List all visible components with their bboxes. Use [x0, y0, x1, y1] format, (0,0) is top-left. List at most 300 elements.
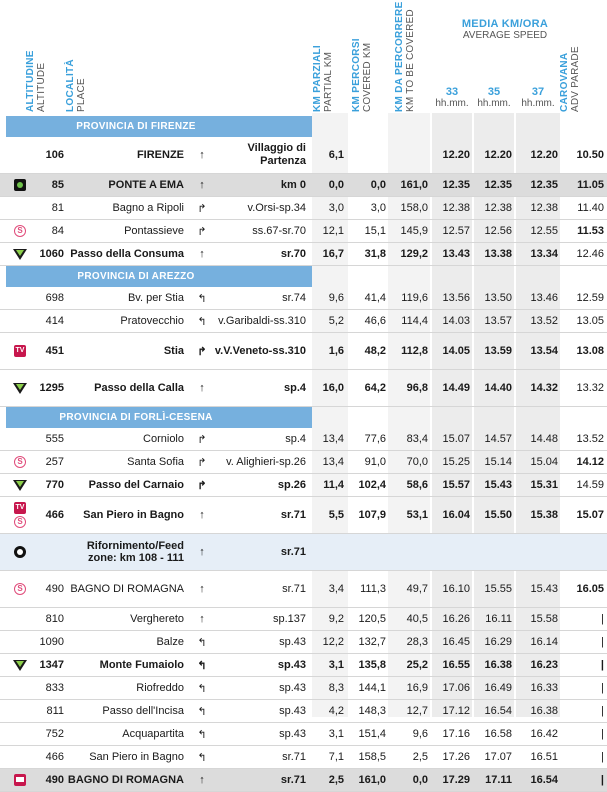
altitude-cell: 833	[45, 682, 64, 694]
table-row	[0, 746, 607, 769]
caravan-cell: 13.08	[576, 345, 604, 357]
table-row	[0, 370, 607, 407]
time-35-cell: 17.07	[484, 751, 512, 763]
altitude-cell: 811	[46, 705, 64, 717]
time-33-cell: 14.49	[442, 382, 470, 394]
road-cell: sr.71	[280, 508, 306, 521]
partial-km-cell: 0,0	[328, 179, 344, 191]
table-row	[0, 654, 607, 677]
header-place: LOCALITÀ PLACE	[65, 59, 87, 112]
direction-arrow: ↱	[197, 345, 207, 358]
caravan-cell: |	[601, 728, 604, 740]
road-cell: v.Orsi-sp.34	[247, 201, 306, 214]
row-icons	[12, 497, 28, 533]
time-35-cell: 16.49	[484, 682, 512, 694]
road-cell: ss.67-sr.70	[252, 224, 306, 237]
time-33-cell: 17.12	[442, 705, 470, 717]
caravan-cell: 11.53	[577, 225, 604, 237]
partial-km-cell: 9,6	[328, 292, 344, 304]
road-cell: km 0	[280, 178, 306, 191]
altitude-cell: 81	[51, 202, 64, 214]
direction-arrow: ↰	[197, 659, 207, 672]
partial-km-cell: 16,7	[322, 248, 344, 260]
partial-km-cell: 16,0	[322, 382, 344, 394]
caravan-cell: |	[601, 613, 604, 625]
direction-arrow: ↰	[197, 751, 207, 764]
province-header	[0, 116, 607, 137]
place-cell: San Piero in Bagno	[89, 751, 184, 763]
time-35-cell: 12.38	[484, 202, 512, 214]
time-37-cell: 15.38	[530, 509, 558, 521]
covered-km-cell	[348, 137, 386, 173]
altitude-cell	[30, 534, 64, 570]
partial-km-cell: 5,5	[328, 509, 344, 521]
to-be-covered-cell	[388, 534, 428, 570]
caravan-cell: 14.12	[576, 456, 604, 468]
row-icons	[12, 769, 28, 791]
time-33-cell: 16.45	[442, 636, 470, 648]
covered-km-cell: 0,0	[370, 179, 386, 191]
road-cell: sr.71	[280, 773, 306, 786]
altitude-cell: 466	[45, 751, 64, 763]
place-cell: Pontassieve	[124, 225, 184, 237]
itinerary-table	[0, 116, 607, 792]
direction-arrow: ↑	[199, 382, 205, 394]
caravan-cell: 10.50	[576, 149, 604, 161]
road-cell: sp.4	[285, 432, 306, 445]
time-35-cell: 17.11	[485, 774, 512, 786]
covered-km-cell: 15,1	[364, 225, 386, 237]
covered-km-cell: 64,2	[364, 382, 386, 394]
altitude-cell: 1347	[39, 659, 64, 671]
to-be-covered-cell: 161,0	[400, 179, 428, 191]
tv-icon: TV	[14, 502, 26, 514]
time-35-cell: 13.57	[484, 315, 512, 327]
place-cell: Passo del Carnaio	[88, 479, 184, 491]
time-37-cell: 13.46	[530, 292, 558, 304]
covered-km-cell: 91,0	[364, 456, 386, 468]
road-cell: sp.43	[279, 727, 306, 740]
time-33-cell: 16.26	[442, 613, 470, 625]
covered-km-cell: 151,4	[358, 728, 386, 740]
table-row	[0, 220, 607, 243]
table-row	[0, 451, 607, 474]
header-caravan: CAROVANA ADV PARADE	[559, 46, 581, 112]
place-cell: Santa Sofia	[127, 456, 184, 468]
road-cell: sr.71	[280, 545, 306, 558]
to-be-covered-cell: 158,0	[400, 202, 428, 214]
time-35-cell: 15.14	[484, 456, 512, 468]
altitude-cell: 414	[45, 315, 64, 327]
header-altitude: ALTITUDINE ALTITUDE	[25, 50, 47, 112]
time-35-cell: 16.38	[484, 659, 512, 671]
table-row	[0, 571, 607, 608]
partial-km-cell: 13,4	[322, 456, 344, 468]
sprint-icon: S	[14, 583, 26, 595]
table-row	[0, 608, 607, 631]
time-35-cell: 14.40	[484, 382, 512, 394]
time-37-cell: 16.33	[530, 682, 558, 694]
row-icons	[12, 451, 28, 473]
place-cell: Bagno a Ripoli	[112, 202, 184, 214]
header-to-be-covered-km: KM DA PERCORRERE KM TO BE COVERED	[394, 1, 416, 112]
caravan-cell: 11.05	[577, 179, 604, 191]
place-cell: BAGNO DI ROMAGNA	[67, 774, 184, 786]
to-be-covered-cell: 9,6	[412, 728, 428, 740]
covered-km-cell: 148,3	[358, 705, 386, 717]
place-cell: Riofreddo	[136, 682, 184, 694]
time-33-cell: 14.03	[442, 315, 470, 327]
covered-km-cell: 31,8	[364, 248, 386, 260]
direction-arrow: ↑	[199, 583, 205, 595]
altitude-cell: 1090	[39, 636, 64, 648]
to-be-covered-cell: 83,4	[406, 433, 428, 445]
direction-arrow: ↑	[199, 179, 205, 191]
covered-km-cell: 102,4	[358, 479, 386, 491]
time-37-cell: 15.04	[530, 456, 558, 468]
header-covered-km: KM PERCORSI COVERED KM	[351, 38, 373, 112]
row-icons	[12, 220, 28, 242]
altitude-cell: 490	[45, 774, 64, 786]
caravan-cell: 15.07	[576, 509, 604, 521]
altitude-cell: 84	[51, 225, 64, 237]
to-be-covered-cell: 12,7	[406, 705, 428, 717]
table-row	[0, 497, 607, 534]
altitude-cell: 1060	[39, 248, 64, 260]
time-33-cell: 12.57	[442, 225, 470, 237]
road-cell: sp.43	[279, 704, 306, 717]
caravan-cell: 11.40	[577, 202, 604, 214]
road-cell: sp.43	[279, 681, 306, 694]
place-cell: San Piero in Bagno	[83, 509, 184, 521]
partial-km-cell: 6,1	[328, 149, 344, 161]
time-33-cell: 17.16	[442, 728, 470, 740]
covered-km-cell: 161,0	[358, 774, 386, 786]
partial-km-cell: 8,3	[328, 682, 344, 694]
time-37-cell: 15.43	[530, 583, 558, 595]
road-cell: sp.137	[272, 612, 306, 625]
partial-km-cell: 3,1	[328, 659, 344, 671]
altitude-cell: 752	[45, 728, 64, 740]
direction-arrow: ↱	[197, 456, 207, 469]
direction-arrow: ↱	[197, 225, 207, 238]
altitude-cell: 1295	[39, 382, 64, 394]
time-35-cell: 12.56	[484, 225, 512, 237]
sprint-icon: S	[14, 456, 26, 468]
table-row	[0, 197, 607, 220]
time-33-cell: 17.06	[442, 682, 470, 694]
table-row	[0, 723, 607, 746]
direction-arrow: ↱	[197, 479, 207, 492]
province-label: PROVINCIA DI AREZZO	[77, 271, 195, 282]
time-37-cell: 12.38	[530, 202, 558, 214]
altitude-cell: 555	[45, 433, 64, 445]
covered-km-cell: 77,6	[364, 433, 386, 445]
time-33-cell: 13.56	[442, 292, 470, 304]
row-icons	[12, 474, 28, 496]
covered-km-cell: 3,0	[370, 202, 386, 214]
partial-km-cell	[314, 534, 344, 570]
time-37-cell: 16.38	[530, 705, 558, 717]
covered-km-cell: 111,3	[360, 583, 386, 595]
to-be-covered-cell: 58,6	[406, 479, 428, 491]
to-be-covered-cell	[388, 137, 428, 173]
caravan-cell: |	[601, 705, 604, 717]
altitude-cell: 85	[51, 179, 64, 191]
table-row	[0, 137, 607, 174]
start-icon	[14, 179, 26, 191]
partial-km-cell: 4,2	[328, 705, 344, 717]
covered-km-cell: 41,4	[364, 292, 386, 304]
partial-km-cell: 2,5	[328, 774, 344, 786]
caravan-cell: 13.52	[576, 433, 604, 445]
to-be-covered-cell: 70,0	[406, 456, 428, 468]
partial-km-cell: 12,2	[322, 636, 344, 648]
altitude-cell: 770	[45, 479, 64, 491]
road-cell: v. Alighieri-sp.26	[226, 455, 306, 468]
table-row	[0, 428, 607, 451]
partial-km-cell: 7,1	[328, 751, 344, 763]
place-cell: Verghereto	[130, 613, 184, 625]
place-cell: Bv. per Stia	[127, 292, 184, 304]
caravan-cell	[562, 534, 604, 570]
partial-km-cell: 3,1	[328, 728, 344, 740]
partial-km-cell: 9,2	[328, 613, 344, 625]
altitude-cell: 466	[45, 509, 64, 521]
direction-arrow: ↰	[197, 636, 207, 649]
time-33-cell: 15.57	[442, 479, 470, 491]
table-row	[0, 243, 607, 266]
mountain-gpm-icon	[13, 480, 27, 491]
caravan-cell: 12.46	[576, 248, 604, 260]
time-37-cell: 16.14	[530, 636, 558, 648]
table-row	[0, 310, 607, 333]
time-37-cell: 12.55	[530, 225, 558, 237]
altitude-cell: 106	[45, 149, 64, 161]
time-33-cell: 16.55	[442, 659, 470, 671]
to-be-covered-cell: 40,5	[406, 613, 428, 625]
table-row	[0, 287, 607, 310]
direction-arrow: ↱	[197, 433, 207, 446]
time-35-cell: 13.38	[484, 248, 512, 260]
covered-km-cell: 135,8	[358, 659, 386, 671]
mountain-gpm-icon	[13, 660, 27, 671]
caravan-cell: |	[600, 774, 604, 786]
mountain-gpm-icon	[13, 249, 27, 260]
row-icons	[12, 174, 28, 196]
time-33-cell	[432, 534, 470, 570]
direction-arrow: ↑	[199, 509, 205, 521]
place-cell: Monte Fumaiolo	[99, 659, 184, 671]
partial-km-cell: 13,4	[322, 433, 344, 445]
time-35-cell: 15.43	[484, 479, 512, 491]
caravan-cell: 13.05	[576, 315, 604, 327]
time-35-cell: 14.57	[484, 433, 512, 445]
caravan-cell: |	[601, 751, 604, 763]
road-cell: sp.43	[279, 635, 306, 648]
caravan-cell: |	[601, 682, 604, 694]
row-icons	[12, 333, 28, 369]
header-speed-37: 37 hh.mm.	[521, 86, 555, 109]
time-35-cell: 15.55	[484, 583, 512, 595]
partial-km-cell: 3,0	[328, 202, 344, 214]
time-33-cell: 12.20	[442, 149, 470, 161]
place-cell: PONTE A EMA	[108, 179, 184, 191]
time-33-cell: 13.43	[442, 248, 470, 260]
time-37-cell	[516, 534, 558, 570]
caravan-cell: 16.05	[576, 583, 604, 595]
row-icons	[12, 534, 28, 570]
direction-arrow: ↰	[197, 728, 207, 741]
covered-km-cell: 158,5	[358, 751, 386, 763]
place-cell: Passo della Calla	[94, 382, 184, 394]
tv-icon: TV	[14, 345, 26, 357]
header-speed-33: 33 hh.mm.	[435, 86, 469, 109]
road-cell: v.V.Veneto-ss.310	[214, 344, 306, 357]
province-label: PROVINCIA DI FORLÌ-CESENA	[59, 412, 213, 423]
to-be-covered-cell: 0,0	[412, 774, 428, 786]
to-be-covered-cell: 114,4	[401, 315, 428, 327]
time-33-cell: 15.25	[442, 456, 470, 468]
caravan-cell: |	[601, 636, 604, 648]
to-be-covered-cell: 28,3	[406, 636, 428, 648]
altitude-cell: 810	[45, 613, 64, 625]
time-37-cell: 13.54	[530, 345, 558, 357]
time-33-cell: 16.10	[442, 583, 470, 595]
caravan-cell: 13.32	[576, 382, 604, 394]
time-33-cell: 16.04	[442, 509, 470, 521]
road-cell: sr.74	[282, 291, 306, 304]
time-37-cell: 16.23	[530, 659, 558, 671]
time-35-cell: 16.54	[484, 705, 512, 717]
road-cell: Villaggio di Partenza	[247, 142, 306, 167]
header-average-speed: MEDIA KM/ORA AVERAGE SPEED	[461, 18, 549, 41]
row-icons	[12, 654, 28, 676]
place-cell: Rifornimento/Feed zone: km 108 - 111	[86, 540, 184, 564]
to-be-covered-cell: 129,2	[400, 248, 428, 260]
road-cell: sp.43	[277, 658, 306, 671]
direction-arrow: ↰	[197, 705, 207, 718]
table-row	[0, 677, 607, 700]
header-partial-km: KM PARZIALI PARTIAL KM	[312, 45, 334, 112]
covered-km-cell: 132,7	[358, 636, 386, 648]
covered-km-cell: 107,9	[358, 509, 386, 521]
province-header	[0, 407, 607, 428]
time-35-cell: 15.50	[484, 509, 512, 521]
to-be-covered-cell: 16,9	[406, 682, 428, 694]
to-be-covered-cell: 25,2	[406, 659, 428, 671]
place-cell: Balze	[156, 636, 184, 648]
place-cell: Pratovecchio	[120, 315, 184, 327]
partial-km-cell: 1,6	[328, 345, 344, 357]
mountain-gpm-icon	[13, 383, 27, 394]
direction-arrow: ↑	[199, 774, 205, 786]
time-33-cell: 14.05	[442, 345, 470, 357]
road-cell: sp.4	[283, 381, 306, 394]
to-be-covered-cell: 53,1	[406, 509, 428, 521]
to-be-covered-cell: 112,8	[401, 345, 428, 357]
time-33-cell: 15.07	[442, 433, 470, 445]
time-35-cell: 12.35	[484, 179, 512, 191]
to-be-covered-cell: 119,6	[401, 292, 428, 304]
partial-km-cell: 11,4	[323, 479, 344, 491]
time-37-cell: 13.34	[530, 248, 558, 260]
partial-km-cell: 5,2	[328, 315, 344, 327]
place-cell: BAGNO DI ROMAGNA	[70, 583, 184, 595]
time-33-cell: 17.26	[442, 751, 470, 763]
province-label: PROVINCIA DI FIRENZE	[76, 121, 196, 132]
time-37-cell: 15.58	[530, 613, 558, 625]
time-35-cell	[474, 534, 512, 570]
row-icons	[12, 243, 28, 265]
covered-km-cell: 144,1	[358, 682, 386, 694]
finish-icon	[14, 774, 26, 786]
to-be-covered-cell: 145,9	[400, 225, 428, 237]
time-35-cell: 13.50	[484, 292, 512, 304]
time-35-cell: 16.29	[484, 636, 512, 648]
time-37-cell: 15.31	[530, 479, 558, 491]
place-cell: Passo della Consuma	[70, 248, 184, 260]
time-37-cell: 16.54	[530, 774, 558, 786]
altitude-cell: 698	[45, 292, 64, 304]
feed-zone-icon	[14, 546, 26, 558]
direction-arrow: ↰	[197, 682, 207, 695]
time-37-cell: 14.32	[530, 382, 558, 394]
time-35-cell: 12.20	[484, 149, 512, 161]
time-37-cell: 16.42	[530, 728, 558, 740]
direction-arrow: ↑	[199, 546, 205, 558]
table-row	[0, 474, 607, 497]
table-row	[0, 631, 607, 654]
place-cell: Stia	[163, 345, 184, 357]
direction-arrow: ↰	[197, 315, 207, 328]
time-33-cell: 12.35	[442, 179, 470, 191]
time-35-cell: 16.58	[484, 728, 512, 740]
covered-km-cell: 46,6	[364, 315, 386, 327]
place-cell: Passo dell'Incisa	[102, 705, 184, 717]
row-icons	[12, 370, 28, 406]
direction-arrow: ↰	[197, 292, 207, 305]
direction-arrow: ↑	[199, 248, 205, 260]
covered-km-cell: 120,5	[358, 613, 386, 625]
road-cell: v.Garibaldi-ss.310	[218, 314, 306, 327]
time-33-cell: 17.29	[442, 774, 470, 786]
sprint-icon: S	[14, 516, 26, 528]
road-cell: sr.71	[282, 750, 306, 763]
direction-arrow: ↑	[199, 149, 205, 161]
road-cell: sr.71	[282, 582, 306, 595]
caravan-cell: 12.59	[576, 292, 604, 304]
partial-km-cell: 3,4	[328, 583, 344, 595]
direction-arrow: ↑	[199, 613, 205, 625]
province-header	[0, 266, 607, 287]
altitude-cell: 451	[45, 345, 64, 357]
partial-km-cell: 12,1	[322, 225, 344, 237]
table-row	[0, 700, 607, 723]
to-be-covered-cell: 96,8	[406, 382, 428, 394]
time-35-cell: 16.11	[485, 613, 512, 625]
header-speed-35: 35 hh.mm.	[477, 86, 511, 109]
caravan-cell: 14.59	[576, 479, 604, 491]
place-cell: FIRENZE	[136, 149, 184, 161]
table-row	[0, 769, 607, 792]
table-row	[0, 174, 607, 197]
altitude-cell: 257	[45, 456, 64, 468]
caravan-cell: |	[600, 659, 604, 671]
time-37-cell: 16.51	[530, 751, 558, 763]
time-37-cell: 13.52	[530, 315, 558, 327]
time-35-cell: 13.59	[484, 345, 512, 357]
